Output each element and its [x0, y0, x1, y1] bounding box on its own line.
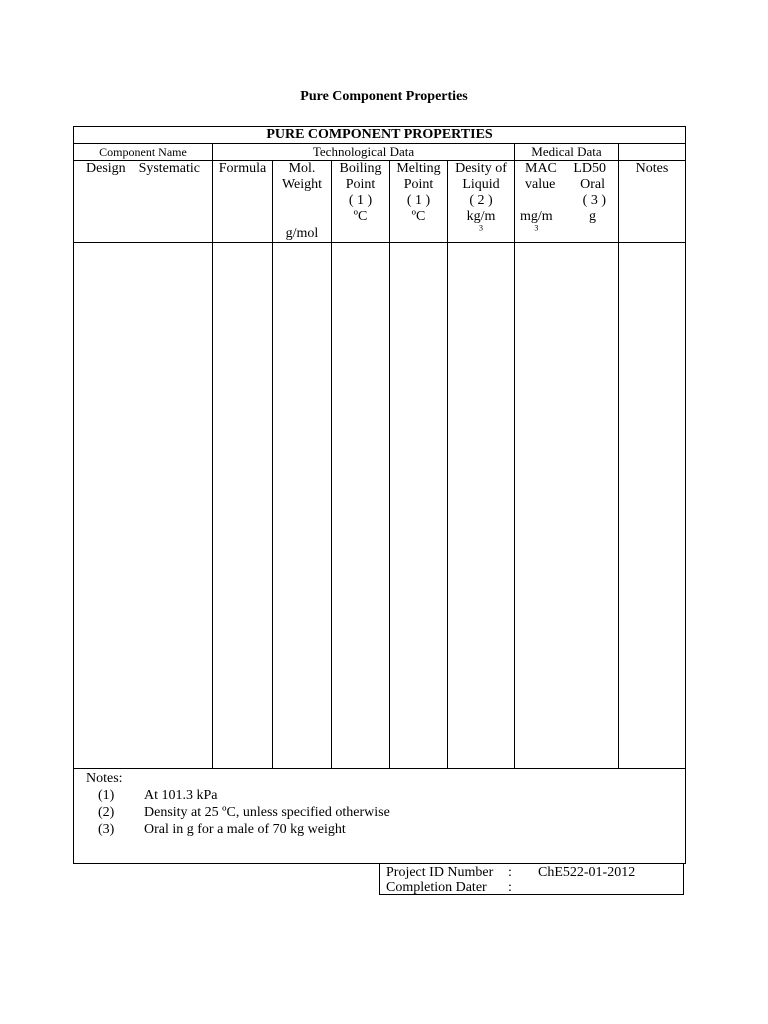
- completion-row: [386, 880, 683, 895]
- ld50-l1: LD50: [573, 161, 606, 176]
- melting-l1: Melting: [396, 161, 441, 176]
- group-component-name: Component Name: [74, 144, 213, 161]
- ld50-l2: Oral: [580, 177, 605, 192]
- col-melting-point: [390, 161, 448, 243]
- mac-unit: mg/m $^3$: [520, 209, 553, 233]
- col-formula: Formula: [213, 161, 273, 243]
- col-systematic: Systematic: [138, 161, 200, 176]
- body-cell-melting[interactable]: [390, 243, 448, 769]
- mol-weight-l2: Weight: [281, 177, 323, 192]
- notes-heading: Notes:: [86, 771, 123, 786]
- body-cell-mol-weight[interactable]: [273, 243, 332, 769]
- project-info-box: [379, 863, 684, 895]
- project-id-colon: :: [508, 865, 512, 880]
- mac-l2: value: [525, 177, 556, 192]
- mac-l1: MAC: [525, 161, 557, 176]
- melting-unit: ºC: [411, 209, 426, 224]
- body-cell-notes[interactable]: [619, 243, 686, 769]
- completion-label: Completion Dater: [386, 880, 487, 895]
- boiling-l2: Point: [345, 177, 376, 192]
- group-notes-spacer: [619, 144, 686, 161]
- boiling-l1: Boiling: [339, 161, 382, 176]
- col-component-name: [74, 161, 213, 243]
- note-item: (2) Density at 25 ºC, unless specified otherwise: [98, 805, 390, 820]
- boiling-unit: ºC: [353, 209, 368, 224]
- project-id-value: ChE522-01-2012: [538, 865, 636, 880]
- mol-weight-unit: g/mol: [285, 226, 319, 241]
- melting-l2: Point: [403, 177, 434, 192]
- project-id-row: [386, 865, 683, 880]
- col-boiling-point: [332, 161, 390, 243]
- body-cell-medical[interactable]: [515, 243, 619, 769]
- ld50-unit: g: [589, 209, 596, 224]
- col-mol-weight: [273, 161, 332, 243]
- completion-colon: :: [508, 880, 512, 895]
- body-cell-boiling[interactable]: [332, 243, 390, 769]
- boiling-ref: ( 1 ): [348, 193, 373, 208]
- table-title: PURE COMPONENT PROPERTIES: [74, 127, 686, 144]
- properties-table: [73, 126, 686, 864]
- body-cell-density[interactable]: [448, 243, 515, 769]
- group-technological-data: Technological Data: [213, 144, 515, 161]
- ld50-ref: ( 3 ): [582, 193, 606, 208]
- note-item: (3) Oral in g for a male of 70 kg weight: [98, 822, 346, 837]
- col-notes: Notes: [619, 161, 686, 243]
- melting-ref: ( 1 ): [406, 193, 431, 208]
- mol-weight-l1: Mol.: [288, 161, 316, 176]
- density-l1: Desity of: [455, 161, 507, 176]
- body-cell-component[interactable]: [74, 243, 213, 769]
- group-medical-data: Medical Data: [515, 144, 619, 161]
- page-title: Pure Component Properties: [300, 89, 468, 104]
- density-l2: Liquid: [462, 177, 500, 192]
- col-density: [448, 161, 515, 243]
- density-unit: kg/m $^3$: [466, 209, 496, 233]
- density-ref: ( 2 ): [469, 193, 493, 208]
- note-item: (1) At 101.3 kPa: [98, 788, 218, 803]
- body-cell-formula[interactable]: [213, 243, 273, 769]
- notes-section: [74, 769, 686, 864]
- col-medical: [515, 161, 619, 243]
- col-design: Design: [86, 161, 126, 176]
- project-id-label: Project ID Number: [386, 865, 494, 880]
